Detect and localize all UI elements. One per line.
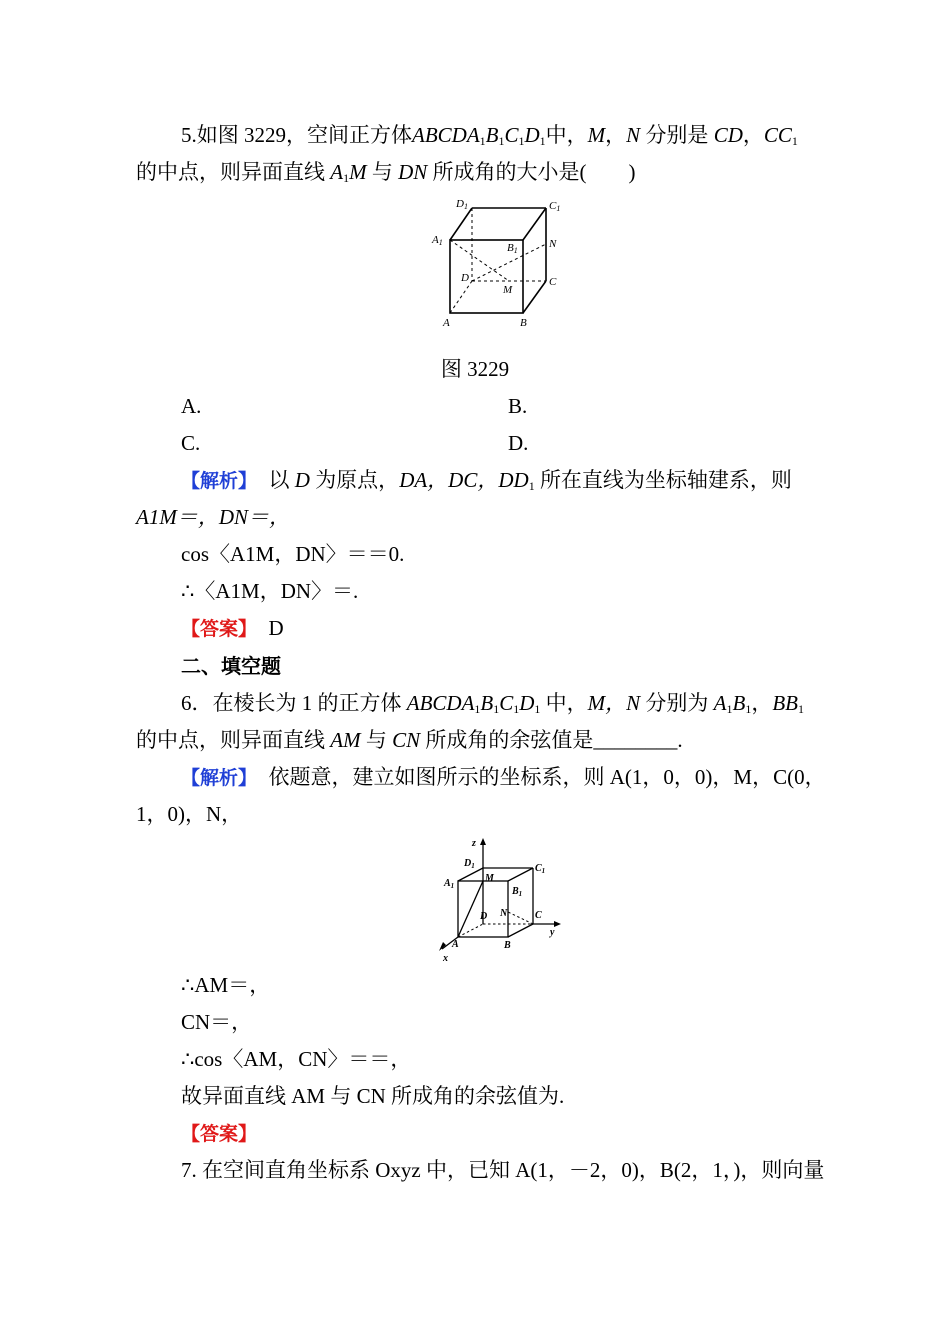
q5-answer: 【答案】 D (181, 616, 284, 640)
q5-analysis-line1: 【解析】 以 D 为原点，DA，DC，$DD_1$ 所在直线为坐标轴建系，则 (181, 468, 792, 493)
label-b: B (504, 940, 511, 951)
q6-conclusion: 故异面直线 AM 与 CN 所成角的余弦值为. (181, 1084, 565, 1108)
figure-caption: 图 3229 (440, 357, 510, 381)
label-d1: $D_1$ (464, 858, 475, 870)
q5-line2: 的中点，则异面直线 $A_1M$ 与 DN 所成角的大小是( ) (136, 160, 636, 185)
label-a: A (452, 939, 459, 950)
analysis-tag: 【解析】 (181, 470, 248, 492)
section-title: 二、填空题 (181, 654, 281, 678)
option-b: B. (508, 394, 528, 418)
axis-label-y: y (550, 927, 555, 938)
label-d1: D1 (456, 198, 468, 211)
label-c: C (549, 276, 557, 288)
label-m: M (485, 873, 494, 884)
option-d: D. (508, 431, 529, 455)
q5-analysis-line2: A1M＝，DN＝， (136, 505, 290, 529)
cube-figure-3229 (425, 195, 575, 335)
label-b1: B1 (507, 242, 518, 255)
q6-analysis-line2: 1，0)，N， (136, 802, 243, 826)
label-b1: $B_1$ (512, 886, 523, 898)
segment-a1m (450, 240, 509, 281)
q6-line2: 的中点，则异面直线 AM 与 CN 所成角的余弦值是________. (136, 728, 683, 752)
label-d: D (480, 911, 488, 922)
q6-analysis-line1: 【解析】 依题意，建立如图所示的坐标系，则 A(1，0，0)，M，C(0， (181, 765, 826, 789)
q5-analysis-line3: cos〈A1M，DN〉＝＝0. (181, 542, 405, 566)
label-a: A (443, 317, 450, 329)
q5-line1: 5.如图 3229，空间正方体$ABCDA_1B_1C_1D_1$中，M，N 分别是 CD，$CC_1$ (181, 123, 798, 148)
q6-line1: 6．在棱长为 1 的正方体 $ABCDA_1B_1C_1D_1$ 中，M，N 分别为 $A_1B_1$，$BB_1$ (181, 691, 804, 716)
label-n: N (500, 908, 508, 919)
label-m: M (503, 284, 513, 296)
label-c: C (535, 910, 542, 921)
axis-label-x: x (443, 953, 448, 964)
label-c1: C1 (549, 200, 561, 213)
option-c: C. (181, 431, 201, 455)
q7-line1: 7. 在空间直角坐标系 Oxyz 中，已知 A(1，－2，0)，B(2，1，)，则向量 (181, 1158, 825, 1182)
answer-tag: 【答案】 (181, 1123, 258, 1145)
label-d: D (461, 272, 469, 284)
label-c1: $C_1$ (535, 863, 546, 875)
label-a1: $A_1$ (444, 878, 455, 890)
label-b: B (520, 317, 527, 329)
q6-line-cn: CN＝， (181, 1010, 253, 1034)
analysis-tag: 【解析】 (181, 767, 248, 789)
option-a: A. (181, 394, 202, 418)
q6-line-am: ∴AM＝， (181, 973, 271, 997)
q6-line-cos: ∴cos〈AM，CN〉＝＝， (181, 1047, 412, 1071)
answer-tag: 【答案】 (181, 618, 248, 640)
coordinate-cube-figure (430, 838, 570, 966)
label-n: N (549, 238, 557, 250)
label-a1: A1 (432, 234, 443, 247)
q6-answer (181, 1119, 257, 1147)
q5-analysis-line4: ∴〈A1M，DN〉＝. (181, 579, 359, 603)
axis-label-z: z (472, 838, 476, 849)
